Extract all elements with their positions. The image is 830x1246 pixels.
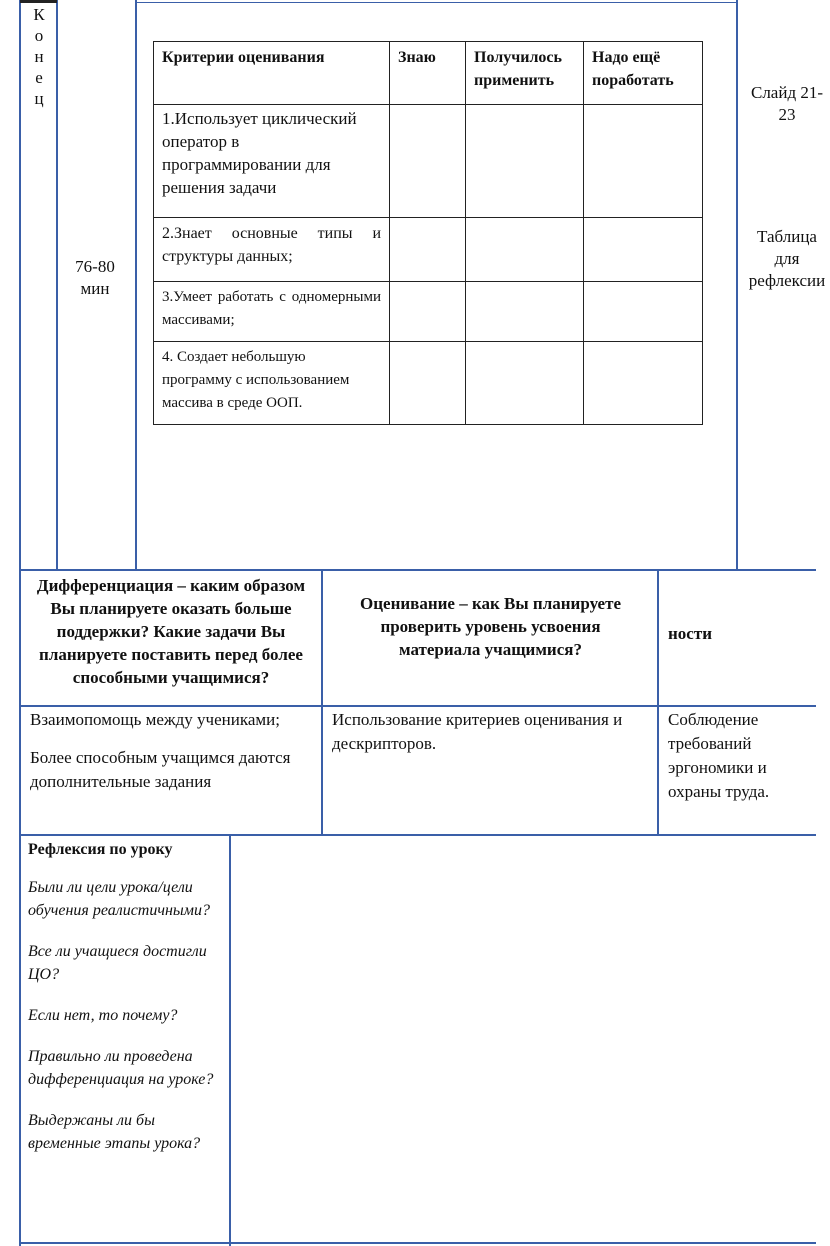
reflection-question: Все ли учащиеся достигли ЦО? [28,943,207,983]
reflection-question: Были ли цели урока/цели обучения реалистичными? [28,879,210,919]
stage-letter: о [34,26,44,45]
reflection-title: Рефлексия по уроку [28,841,173,858]
resource-table: Таблица для рефлексии [748,227,826,290]
criteria-row-1: 1.Использует циклический оператор в программировании для решения задачи [162,109,357,197]
reflection-question: Если нет, то почему? [28,1007,178,1024]
criteria-row-4: 4. Создает небольшую программу с использованием массива в среде ООП. [162,349,350,411]
differentiation-item: Взаимопомощь между учениками; [30,710,280,729]
header-know: Знаю [398,49,436,66]
safety-content: Соблюдение требований эргономики и охраны труда. [668,710,770,801]
safety-header: ности [668,624,712,643]
differentiation-content [22,706,320,796]
criteria-row-3: 3.Умеет работать с одномерными массивами; [162,289,381,328]
reflection-cell [22,836,236,1157]
differentiation-header: Дифференциация – каким образом Вы планируете оказать больше поддержки? Какие задачи Вы планируете поставить перед более способными учащимися? [36,576,306,687]
resource-slides: Слайд 21-23 [750,83,824,124]
differentiation-item: Более способным учащимся даются дополнительные задания [30,748,291,791]
reflection-notes-area[interactable] [232,837,816,1241]
criteria-header: Критерии оценивания [162,49,325,66]
assessment-header: Оценивание – как Вы планируете проверить уровень усвоения материала учащимися? [360,594,621,659]
assessment-content: Использование критериев оценивания и дескрипторов. [332,710,623,753]
stage-letter: н [34,47,44,66]
criteria-row-2: 2.Знает основные типы и структуры данных; [162,225,381,265]
header-applied: Получилось применить [474,49,562,89]
header-work-more: Надо ещё поработать [592,49,674,89]
reflection-question: Правильно ли проведена дифференциация на уроке? [28,1048,214,1088]
stage-letter: е [35,68,43,87]
stage-letter: ц [34,89,44,108]
reflection-question: Выдержаны ли бы временные этапы урока? [28,1112,201,1152]
stage-letters [24,4,54,109]
stage-time: 76-80 мин [75,257,115,298]
stage-letter: К [33,5,45,24]
